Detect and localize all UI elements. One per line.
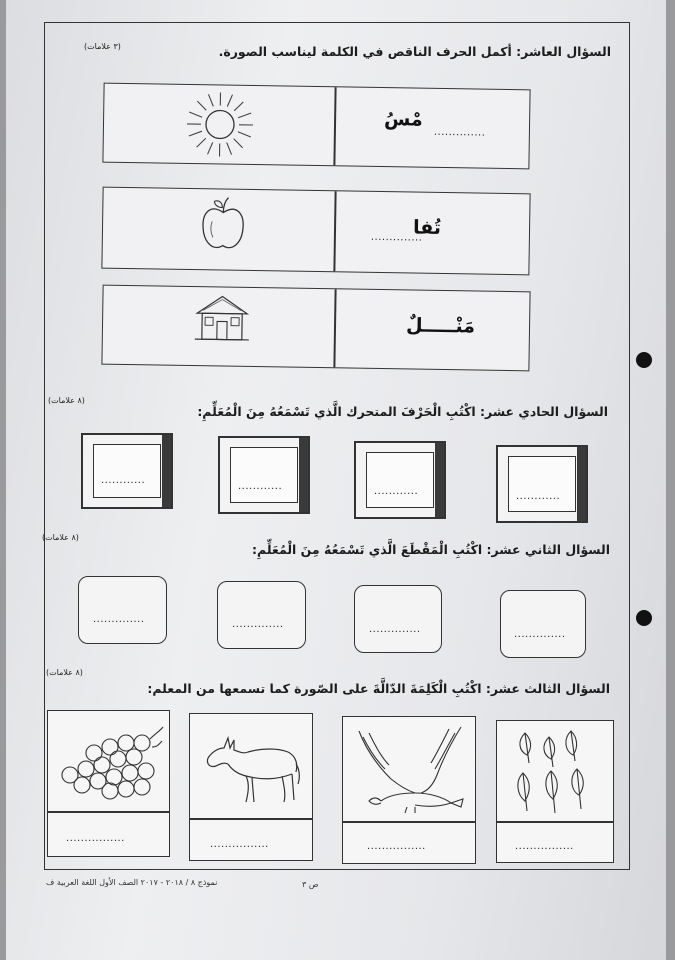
q10-row-apple <box>101 187 530 276</box>
worksheet-page <box>6 0 666 960</box>
question-10-marks: (٣ علامات) <box>84 42 121 51</box>
q13-card-eagle <box>342 716 476 864</box>
question-11-title: السؤال الحادي عشر: اكْتُبِ الْحَرْفَ المتحرك الَّذي تَسْمَعُهُ مِنَ الْمُعَلِّمِ: <box>197 404 608 419</box>
q12-dots-3[interactable]: .............. <box>369 624 421 635</box>
q11-box-2 <box>218 436 310 514</box>
sun-icon <box>183 89 256 160</box>
q13-card-grapes <box>47 710 170 857</box>
q10-dots-1[interactable]: .............. <box>433 126 486 139</box>
house-icon <box>193 293 252 344</box>
q12-box-1 <box>78 576 167 644</box>
grapes-icon <box>56 725 164 801</box>
q10-row-house <box>101 285 530 372</box>
question-11-marks: (٨ علامات) <box>48 396 85 405</box>
q10-row-sun <box>102 83 530 170</box>
footer-page-number: ص ٣ <box>302 880 319 889</box>
q12-dots-1[interactable]: .............. <box>93 614 145 625</box>
q11-box-4 <box>496 445 588 523</box>
apple-icon <box>200 195 247 254</box>
q13-card-feathers <box>496 720 614 863</box>
q11-dots-2[interactable]: ............ <box>238 481 283 492</box>
feathers-icon <box>511 729 599 817</box>
q11-box-3 <box>354 441 446 519</box>
punch-hole-upper <box>636 352 652 368</box>
q12-box-4 <box>500 590 586 658</box>
q13-dots-4[interactable]: ................ <box>515 841 574 852</box>
q10-dots-2[interactable]: .............. <box>370 231 423 244</box>
question-12-marks: (٨ علامات) <box>42 533 79 542</box>
q11-box-1 <box>81 433 173 509</box>
eagle-icon <box>351 723 467 813</box>
q13-card-donkey <box>189 713 313 861</box>
question-12-title: السؤال الثاني عشر: اكْتُبِ الْمَقْطَعَ الَّذي تَسْمَعُهُ مِنَ الْمُعَلِّمِ: <box>252 542 610 557</box>
footer-exam-info: نموذج ٨ / ٢٠١٨ - ٢٠١٧ الصف الأول اللغة العربية ف <box>46 878 218 887</box>
q11-dots-1[interactable]: ............ <box>101 475 146 486</box>
q10-word-3: مَنْـــــلٌ <box>405 314 476 338</box>
q12-box-3 <box>354 585 442 653</box>
q13-dots-3[interactable]: ................ <box>367 841 426 852</box>
q12-dots-4[interactable]: .............. <box>514 629 566 640</box>
q13-dots-1[interactable]: ................ <box>66 833 125 844</box>
question-10-title: السؤال العاشر: أكمل الحرف الناقص في الكلمة ليناسب الصورة. <box>218 44 611 59</box>
q13-dots-2[interactable]: ................ <box>210 839 269 850</box>
q12-box-2 <box>217 581 306 649</box>
q10-word-2: تُفا <box>412 216 442 239</box>
q12-dots-2[interactable]: .............. <box>232 619 284 630</box>
question-13-title: السؤال الثالث عشر: اكْتُبِ الْكَلِمَةَ الدّالَّةَ على الصّورة كما تسمعها من المعلم: <box>147 681 610 696</box>
q11-dots-3[interactable]: ............ <box>374 486 419 497</box>
punch-hole-lower <box>636 610 652 626</box>
donkey-icon <box>204 734 302 806</box>
q10-word-1: مْسُ <box>383 108 423 131</box>
question-13-marks: (٨ علامات) <box>46 668 83 677</box>
q11-dots-4[interactable]: ............ <box>516 491 561 502</box>
